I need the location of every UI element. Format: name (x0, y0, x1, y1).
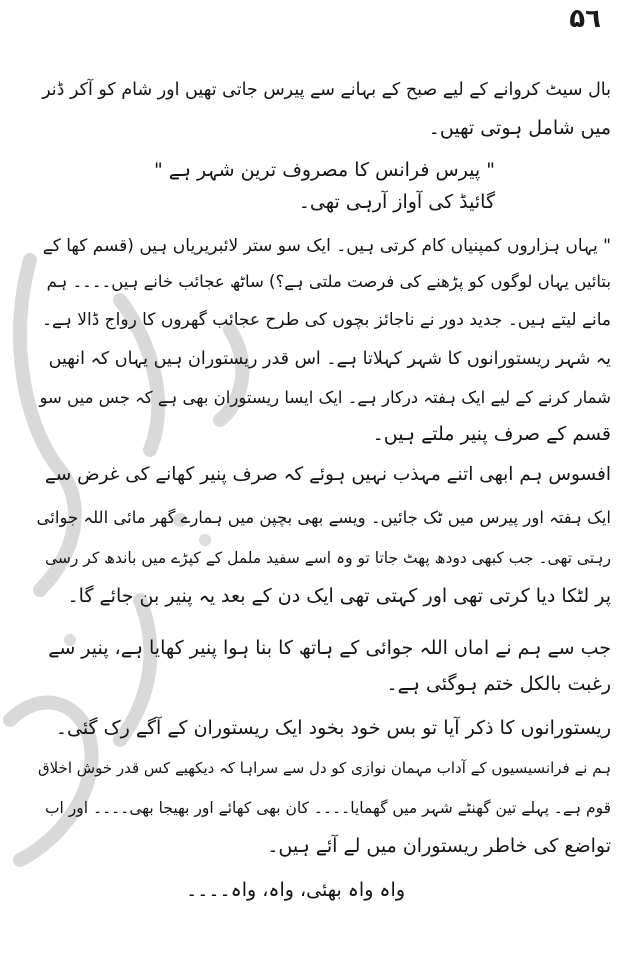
text-line: گائیڈ کی آواز آرہی تھی۔ (298, 191, 495, 213)
text-line: تواضع کی خاطر ریستوران میں لے آئے ہیں۔ (267, 835, 611, 857)
text-line: جب سے ہم نے اماں اللہ جوائی کے ہاتھ کا بنا ہوا پنیر کھایا ہے، پنیر سے (48, 637, 611, 659)
text-line: " یہاں ہزاروں کمپنیاں کام کرتی ہیں۔ ایک سو ستر لائبریریاں ہیں (قسم کھا کے (42, 236, 611, 256)
text-line: " پیرس فرانس کا مصروف ترین شہر ہے " (153, 159, 495, 181)
text-line: بال سیٹ کروانے کے لیے صبح کے بہانے سے پیرس جاتی تھیں اور شام کو آکر ڈنر (42, 80, 611, 100)
text-line: میں شامل ہوتی تھیں۔ (428, 117, 611, 139)
text-line: ریستورانوں کا ذکر آیا تو بس خود بخود ایک ریستوران کے آگے رک گئی۔ (55, 717, 611, 739)
page-number: ۵٦ (569, 4, 601, 34)
text-line: پر لٹکا دیا کرتی تھی اور کہتی تھی ایک دن کے بعد یہ پنیر بن جائے گا۔ (67, 585, 611, 607)
text-line: افسوس ہم ابھی اتنے مہذب نہیں ہوئے کہ صرف پنیر کھانے کی غرض سے (44, 464, 611, 485)
text-line: مانے لیتے ہیں۔ جدید دور نے ناجائز بچوں کی طرح عجائب گھروں کا رواج ڈالا ہے۔ (41, 310, 611, 330)
text-line: ہم نے فرانسیسیوں کے آداب مہمان نوازی کو دل سے سراہا کہ دیکھیے کس قدر خوش اخلاق (37, 759, 611, 777)
text-line: رغبت بالکل ختم ہوگئی ہے۔ (386, 673, 611, 695)
text-line: قوم ہے۔ پہلے تین گھنٹے شہر میں گھمایا۔۔۔۔ کان بھی کھائے اور بھیجا بھی۔۔۔۔ اور اب (44, 799, 611, 817)
text-line: رہتی تھی۔ جب کبھی دودھ پھٹ جاتا تو وہ اسے سفید ململ کے کپڑے میں باندھ کر رسی (44, 549, 611, 567)
text-line: ایک ہفتہ اور پیرس میں ٹک جائیں۔ ویسے بھی بچپن میں ہمارے گھر مائی اللہ جوائی (36, 508, 611, 527)
text-line: بتائیں یہاں لوگوں کو پڑھنے کی فرصت ملتی ہے؟) ساٹھ عجائب خانے ہیں۔۔۔۔ ہم (46, 272, 611, 291)
text-line: قسم کے صرف پنیر ملتے ہیں۔ (372, 423, 611, 445)
text-line: یہ شہر ریستورانوں کا شہر کہلاتا ہے۔ اس قدر ریستوران ہیں یہاں کہ انھیں (48, 349, 611, 369)
text-line: واہ واہ بھئی، واہ، واہ۔۔۔۔ (186, 879, 405, 901)
text-line: شمار کرنے کے لیے ایک ہفتہ درکار ہے۔ ایک ایسا ریستوران بھی ہے کہ جس میں سو (39, 388, 611, 407)
